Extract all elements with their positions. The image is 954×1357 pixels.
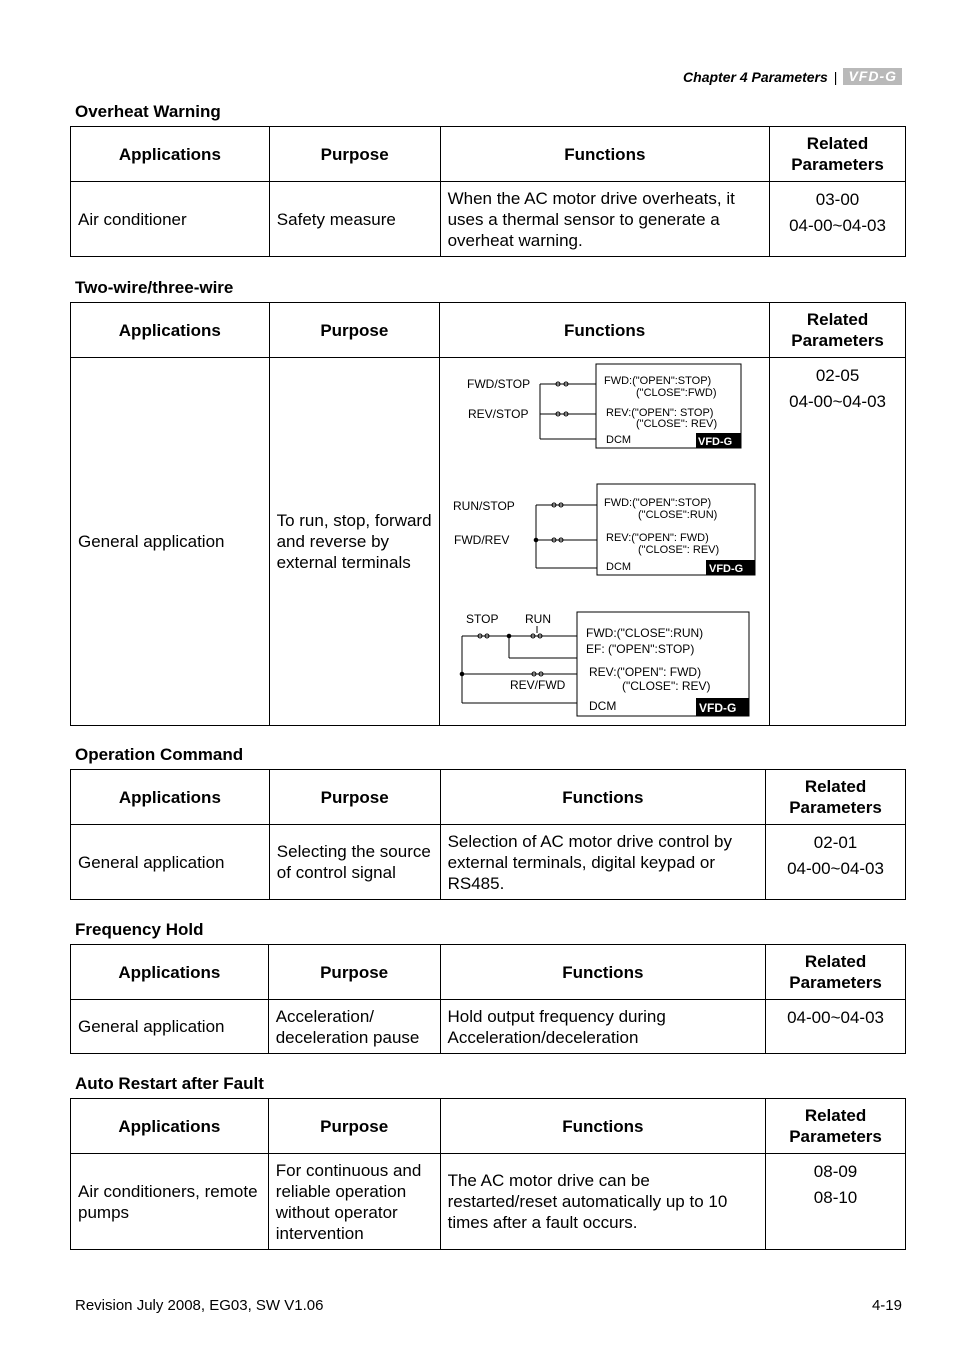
related-param: 04-00~04-03	[789, 216, 886, 235]
col-header-purpose: Purpose	[269, 770, 440, 825]
cell-application: General application	[71, 1000, 269, 1054]
table-row	[71, 825, 906, 900]
table-row	[71, 1154, 906, 1250]
section-title-frequency-hold: Frequency Hold	[75, 920, 204, 939]
vfd-g-badge: VFD-G	[709, 563, 744, 575]
cell-application: General application	[71, 358, 270, 726]
terminal-text: ("CLOSE": REV)	[622, 679, 711, 693]
cell-functions: When the AC motor drive overheats, it uses a thermal sensor to generate a overheat warning.	[440, 182, 769, 257]
cell-related-parameters	[766, 1154, 906, 1250]
cell-functions: Selection of AC motor drive control by external terminals, digital keypad or RS485.	[440, 825, 765, 900]
terminal-text: REV:("OPEN": FWD)	[589, 665, 702, 679]
terminal-text: ("CLOSE":FWD)	[636, 387, 717, 399]
col-header-functions: Functions	[440, 1099, 765, 1154]
col-header-applications: Applications	[71, 770, 270, 825]
table-row	[71, 358, 906, 726]
cell-application: Air conditioner	[71, 182, 270, 257]
input-label: RUN/STOP	[453, 499, 515, 513]
related-param: 02-01	[813, 833, 858, 852]
table-header-row	[71, 770, 906, 825]
terminal-text: EF: ("OPEN":STOP)	[586, 642, 695, 656]
col-header-functions: Functions	[440, 770, 765, 825]
col-header-applications: Applications	[71, 127, 270, 182]
table-row	[71, 182, 906, 257]
vfd-g-badge: VFD-G	[699, 701, 737, 715]
col-header-applications: Applications	[71, 945, 269, 1000]
section-title-two-wire-three-wire: Two-wire/three-wire	[75, 278, 234, 297]
cell-functions-diagrams	[440, 358, 770, 726]
section-title-auto-restart-after-fault: Auto Restart after Fault	[75, 1074, 264, 1093]
col-header-related-parameters: Related Parameters	[766, 945, 906, 1000]
related-param: 04-00~04-03	[787, 859, 884, 878]
related-param: 04-00~04-03	[787, 1008, 884, 1027]
three-wire-diagram	[460, 612, 749, 716]
cell-application: Air conditioners, remote pumps	[71, 1154, 269, 1250]
related-param: 08-09	[813, 1162, 858, 1181]
table-header-row	[71, 945, 906, 1000]
related-param: 02-05	[815, 366, 860, 385]
terminal-text: FWD:("OPEN":STOP)	[604, 497, 712, 509]
dcm-label: DCM	[606, 434, 632, 446]
frequency-hold-table	[70, 944, 906, 1054]
terminal-text: REV:("OPEN": STOP)	[606, 407, 714, 419]
col-header-purpose: Purpose	[269, 303, 440, 358]
header-separator: |	[833, 68, 838, 85]
input-label: FWD/STOP	[467, 377, 531, 391]
cell-purpose: Safety measure	[269, 182, 440, 257]
footer-page-number: 4-19	[871, 1297, 902, 1314]
cell-application: General application	[71, 825, 270, 900]
rev-fwd-label: REV/FWD	[510, 678, 566, 692]
two-wire-three-wire-table	[70, 302, 906, 726]
page-header	[683, 68, 902, 85]
two-wire-diagram-1	[467, 364, 741, 448]
col-header-related-parameters: Related Parameters	[766, 1099, 906, 1154]
footer-revision: Revision July 2008, EG03, SW V1.06	[75, 1297, 324, 1314]
chapter-title: Chapter 4 Parameters	[683, 68, 828, 85]
cell-functions: The AC motor drive can be restarted/reset automatically up to 10 times after a fault occurs.	[440, 1154, 765, 1250]
col-header-related-parameters: Related Parameters	[766, 770, 906, 825]
col-header-applications: Applications	[71, 1099, 269, 1154]
cell-related-parameters	[766, 825, 906, 900]
table-header-row	[71, 303, 906, 358]
cell-related-parameters	[770, 358, 906, 726]
col-header-applications: Applications	[71, 303, 270, 358]
wiring-diagrams	[440, 358, 768, 725]
col-header-purpose: Purpose	[269, 127, 440, 182]
col-header-functions: Functions	[440, 945, 766, 1000]
terminal-text: FWD:("OPEN":STOP)	[604, 375, 712, 387]
col-header-related-parameters: Related Parameters	[770, 303, 906, 358]
terminal-text: ("CLOSE": REV)	[636, 418, 718, 430]
two-wire-diagram-2	[453, 484, 755, 575]
overheat-warning-table	[70, 126, 906, 257]
terminal-text: REV:("OPEN": FWD)	[606, 532, 709, 544]
terminal-text: FWD:("CLOSE":RUN)	[586, 626, 704, 640]
section-title-operation-command: Operation Command	[75, 745, 244, 764]
table-header-row	[71, 1099, 906, 1154]
cell-functions: Hold output frequency during Acceleration/deceleration	[440, 1000, 766, 1054]
related-param: 03-00	[815, 190, 860, 209]
input-label: FWD/REV	[454, 533, 510, 547]
col-header-functions: Functions	[440, 127, 769, 182]
related-param: 04-00~04-03	[789, 392, 886, 411]
cell-purpose: Selecting the source of control signal	[269, 825, 440, 900]
terminal-text: ("CLOSE": REV)	[638, 544, 720, 556]
cell-purpose: Acceleration/ deceleration pause	[268, 1000, 440, 1054]
related-param: 08-10	[813, 1188, 858, 1207]
cell-related-parameters	[766, 1000, 906, 1054]
col-header-related-parameters: Related Parameters	[770, 127, 906, 182]
col-header-purpose: Purpose	[268, 945, 440, 1000]
cell-related-parameters	[770, 182, 906, 257]
operation-command-table	[70, 769, 906, 900]
auto-restart-table	[70, 1098, 906, 1250]
table-header-row	[71, 127, 906, 182]
vfd-g-logo: VFD-G	[843, 68, 902, 85]
section-title-overheat-warning: Overheat Warning	[75, 102, 221, 121]
run-label: RUN	[525, 612, 552, 626]
cell-purpose: To run, stop, forward and reverse by external terminals	[269, 358, 440, 726]
dcm-label: DCM	[589, 699, 617, 713]
col-header-purpose: Purpose	[268, 1099, 440, 1154]
stop-label: STOP	[466, 612, 499, 626]
vfd-g-badge: VFD-G	[698, 436, 733, 448]
terminal-text: ("CLOSE":RUN)	[638, 509, 718, 521]
cell-purpose: For continuous and reliable operation without operator intervention	[268, 1154, 440, 1250]
input-label: REV/STOP	[468, 407, 529, 421]
table-row	[71, 1000, 906, 1054]
col-header-functions: Functions	[440, 303, 770, 358]
dcm-label: DCM	[606, 561, 632, 573]
